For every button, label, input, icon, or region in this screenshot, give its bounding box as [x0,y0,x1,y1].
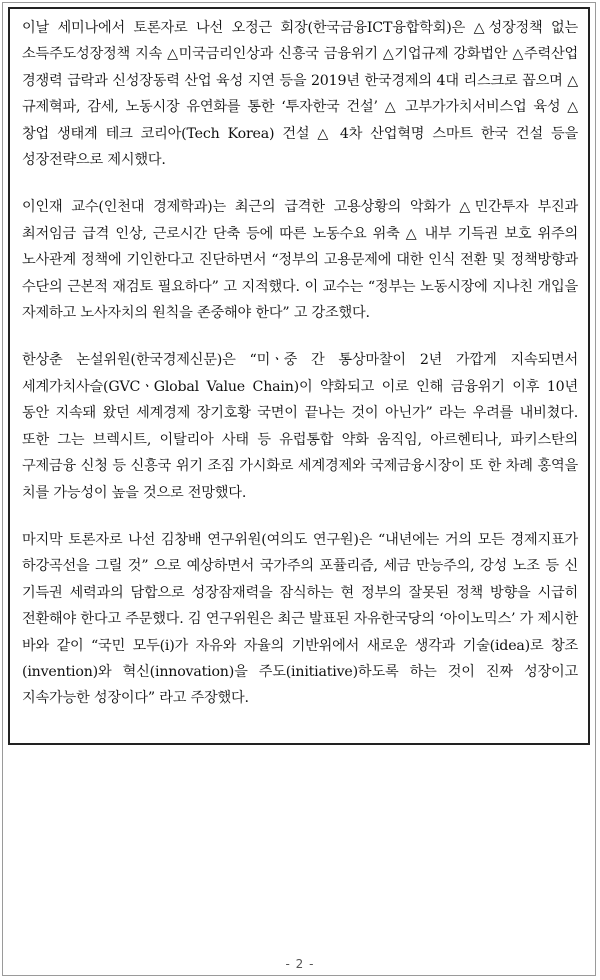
paragraph-oh-jeong-geun: 이날 세미나에서 토론자로 나선 오정근 회장(한국금융ICT융합학회)은 △성장정책 없는 소득주도성장정책 지속 △미국금리인상과 신흥국 금융위기 △기업규제 강화법안 △주력산업 경쟁력 급락과 신성장동력 산업 육성 지연 등을 2019년 한국경제의 4대 리스크로 꼽으며 △규제혁파, 감세, 노동시장 유연화를 통한 ‘투자한국 건설’ △ 고부가가치서비스업 육성 △ 창업 생태계 테크 코리아(Tech Korea) 건설 △ 4차 산업혁명 스마트 한국 건설 등을 성장전략으로 제시했다. [22,20,578,169]
paragraph-han-sang-chun: 한상춘 논설위원(한국경제신문)은 “미ㆍ중 간 통상마찰이 2년 가깝게 지속되면서 세계가치사슬(GVCㆍGlobal Value Chain)이 약화되고 이로 인해 금융위기 이후 10년 동안 지속돼 왔던 세계경제 장기호황 국면이 끝나는 것이 아닌가” 라는 우려를 내비쳤다. 또한 그는 브렉시트, 이탈리아 사태 등 유럽통합 약화 움직임, 아르헨티나, 파키스탄의 구제금융 신청 등 신흥국 위기 조짐 가시화로 세계경제와 국제금융시장이 또 한 차례 홍역을 치를 가능성이 높을 것으로 전망했다. [22,352,578,501]
paragraph-kim-chang-bae: 마지막 토론자로 나선 김창배 연구위원(여의도 연구원)은 “내년에는 거의 모든 경제지표가 하강곡선을 그릴 것” 으로 예상하면서 국가주의 포퓰리즘, 세금 만능주의, 강성 노조 등 신 기득권 세력과의 담합으로 성장잠재력을 잠식하는 현 정부의 잘못된 정책 방향을 시급히 전환해야 한다고 주문했다. 김 연구위원은 최근 발표된 자유한국당의 ‘아이노믹스’ 가 제시한 바와 같이 “국민 모두(i)가 자유와 자율의 기반위에서 새로운 생각과 기술(idea)로 창조(invention)와 혁신(innovation)을 주도(initiative)하도록 하는 것이 진짜 성장이고 지속가능한 성장이다” 라고 주장했다. [22,531,578,707]
page-number: - 2 - [285,957,315,971]
article-text-box [8,7,590,745]
paragraph-lee-in-jae: 이인재 교수(인천대 경제학과)는 최근의 급격한 고용상황의 악화가 △민간투자 부진과 최저임금 급격 인상, 근로시간 단축 등에 따른 노동수요 위축 △ 내부 기득권 보호 위주의 노사관계 정책에 기인한다고 진단하면서 “정부의 고용문제에 대한 인식 전환 및 정책방향과 수단의 근본적 재검토 필요하다” 고 지적했다. 이 교수는 “정부는 노동시장에 지나친 개입을 자제하고 노사자치의 원칙을 존중해야 한다” 고 강조했다. [22,199,578,322]
